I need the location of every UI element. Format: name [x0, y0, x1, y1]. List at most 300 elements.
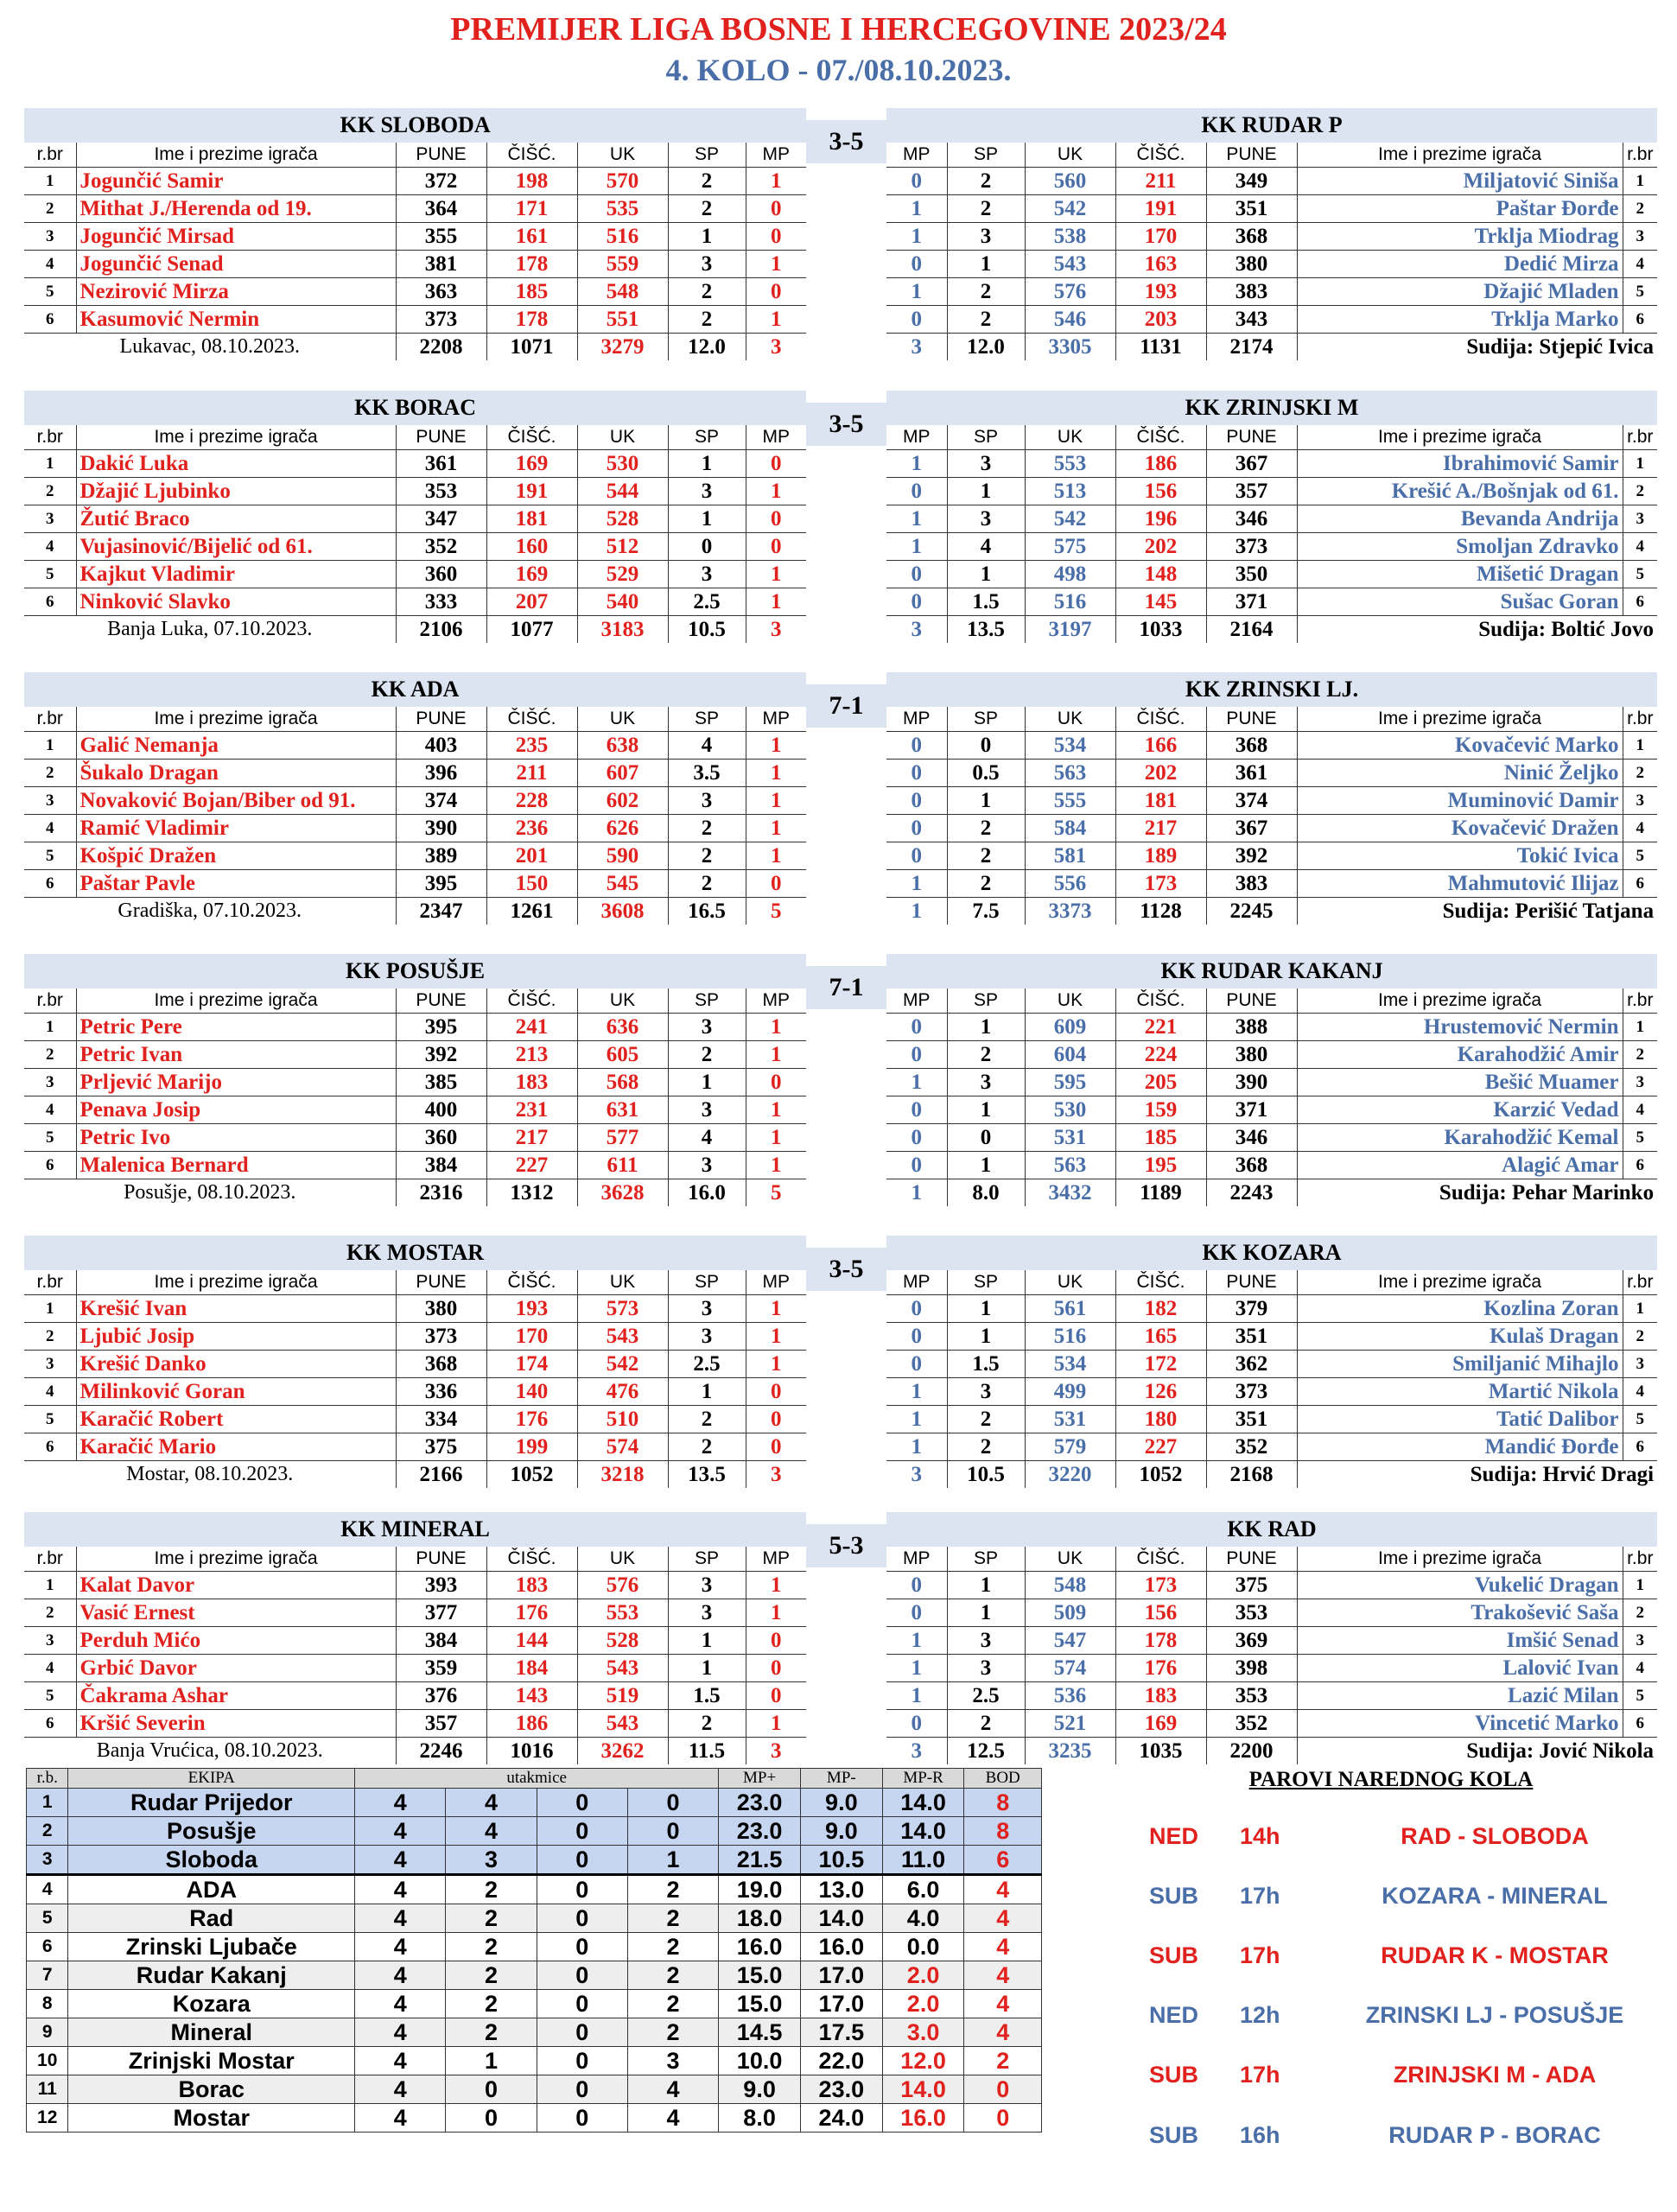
player-sp: 1 — [668, 1378, 746, 1406]
standings-rb: 9 — [27, 2018, 68, 2047]
player-rbr: 3 — [24, 505, 76, 533]
player-mp: 0 — [746, 223, 806, 251]
column-header-pune: PUNE — [396, 143, 486, 168]
home-team-name: KK ADA — [24, 672, 806, 707]
standings-l: 1 — [627, 1846, 718, 1875]
player-rbr: 5 — [1623, 842, 1657, 870]
column-header-sp: SP — [668, 1547, 746, 1572]
player-row — [886, 278, 1657, 306]
player-cisc: 191 — [1115, 195, 1206, 223]
player-row — [24, 588, 806, 616]
column-header-row — [24, 707, 806, 732]
standings-table — [26, 1768, 1042, 2133]
player-sp: 2 — [668, 1710, 746, 1738]
standings-row — [27, 1846, 1042, 1875]
player-sp: 3 — [947, 223, 1025, 251]
total-mp: 3 — [746, 1738, 806, 1765]
player-row — [24, 1014, 806, 1041]
column-header-name: Ime i prezime igrača — [1297, 425, 1623, 450]
standings-mpplus: 10.0 — [719, 2047, 801, 2075]
player-cisc: 196 — [1115, 505, 1206, 533]
standings-l: 3 — [627, 2047, 718, 2075]
player-rbr: 3 — [24, 1351, 76, 1378]
standings-team: Zrinski Ljubače — [68, 1933, 355, 1961]
standings-rb: 10 — [27, 2047, 68, 2075]
player-mp: 1 — [886, 1069, 947, 1096]
player-cisc: 126 — [1115, 1378, 1206, 1406]
player-pune: 351 — [1206, 1323, 1297, 1351]
player-uk: 498 — [1025, 561, 1115, 588]
column-header-name: Ime i prezime igrača — [1297, 707, 1623, 732]
player-pune: 373 — [396, 1323, 486, 1351]
player-pune: 371 — [1206, 588, 1297, 616]
player-row — [886, 1433, 1657, 1461]
player-rbr: 1 — [1623, 450, 1657, 478]
player-rbr: 1 — [24, 732, 76, 760]
referee: Sudija: Jović Nikola — [1297, 1738, 1657, 1765]
page-title: PREMIJER LIGA BOSNE I HERCEGOVINE 2023/24 — [450, 11, 1227, 48]
player-row — [886, 1627, 1657, 1655]
player-name: Krešić A./Bošnjak od 61. — [1297, 478, 1623, 505]
player-sp: 2 — [947, 306, 1025, 334]
player-uk: 530 — [577, 450, 668, 478]
player-cisc: 156 — [1115, 1599, 1206, 1627]
player-pune: 353 — [1206, 1599, 1297, 1627]
player-rbr: 6 — [24, 1433, 76, 1461]
player-cisc: 217 — [1115, 815, 1206, 842]
team-row — [886, 672, 1657, 707]
match-score: 3-5 — [806, 120, 886, 163]
standings-row — [27, 1990, 1042, 2018]
standings-d: 0 — [537, 1817, 627, 1846]
fixture-teams: KOZARA - MINERAL — [1382, 1883, 1608, 1909]
team-row — [24, 1512, 806, 1547]
player-mp: 0 — [746, 278, 806, 306]
player-row — [886, 588, 1657, 616]
player-name: Lazić Milan — [1297, 1682, 1623, 1710]
fixture-hour: 16h — [1240, 2122, 1280, 2148]
column-header-name: Ime i prezime igrača — [76, 425, 396, 450]
column-header-pune: PUNE — [396, 707, 486, 732]
player-rbr: 6 — [24, 1710, 76, 1738]
standings-mpr: 14.0 — [882, 1817, 964, 1846]
player-pune: 390 — [1206, 1069, 1297, 1096]
standings-team: Rudar Prijedor — [68, 1789, 355, 1817]
player-sp: 1 — [947, 251, 1025, 278]
player-cisc: 185 — [486, 278, 577, 306]
player-rbr: 2 — [24, 760, 76, 787]
player-mp: 0 — [886, 787, 947, 815]
total-row — [886, 1738, 1657, 1765]
column-header-uk: UK — [1025, 425, 1115, 450]
header-games: utakmice — [355, 1769, 719, 1789]
standings-row — [27, 2018, 1042, 2047]
standings-g: 4 — [355, 1846, 446, 1875]
player-sp: 0.5 — [947, 760, 1025, 787]
column-header-name: Ime i prezime igrača — [76, 707, 396, 732]
total-mp: 3 — [746, 1461, 806, 1489]
player-pune: 363 — [396, 278, 486, 306]
away-team-name: KK ZRINSKI LJ. — [886, 672, 1657, 707]
player-uk: 536 — [1025, 1682, 1115, 1710]
player-sp: 2 — [947, 195, 1025, 223]
player-rbr: 2 — [1623, 478, 1657, 505]
fixture-row — [1123, 1823, 1676, 1858]
column-header-row — [24, 425, 806, 450]
fixture-teams: RUDAR K - MOSTAR — [1381, 1942, 1609, 1968]
player-cisc: 176 — [1115, 1655, 1206, 1682]
column-header-row — [886, 1270, 1657, 1295]
column-header-sp: SP — [668, 707, 746, 732]
player-pune: 383 — [1206, 870, 1297, 898]
player-cisc: 201 — [486, 842, 577, 870]
player-mp: 0 — [746, 870, 806, 898]
player-row — [24, 870, 806, 898]
fixture-day: SUB — [1149, 2062, 1199, 2088]
player-sp: 3 — [947, 1655, 1025, 1682]
player-cisc: 189 — [1115, 842, 1206, 870]
column-header-uk: UK — [577, 425, 668, 450]
standings-l: 2 — [627, 1990, 718, 2018]
player-row — [886, 251, 1657, 278]
fixture-row — [1123, 2062, 1676, 2096]
standings-mpplus: 14.5 — [719, 2018, 801, 2047]
standings-row — [27, 1875, 1042, 1904]
player-uk: 543 — [577, 1323, 668, 1351]
column-header-cisc: ČIŠĆ. — [1115, 143, 1206, 168]
player-cisc: 170 — [1115, 223, 1206, 251]
column-header-row — [24, 143, 806, 168]
player-cisc: 191 — [486, 478, 577, 505]
player-row — [886, 561, 1657, 588]
player-pune: 357 — [1206, 478, 1297, 505]
player-uk: 595 — [1025, 1069, 1115, 1096]
total-mp: 1 — [911, 1180, 922, 1205]
player-name: Ninić Željko — [1297, 760, 1623, 787]
player-uk: 476 — [577, 1378, 668, 1406]
total-pune: 2208 — [396, 334, 486, 361]
player-cisc: 224 — [1115, 1041, 1206, 1069]
player-name: Čakrama Ashar — [76, 1682, 396, 1710]
player-name: Ibrahimović Samir — [1297, 450, 1623, 478]
fixture-row — [1123, 2002, 1676, 2037]
player-mp: 1 — [746, 787, 806, 815]
standings-w: 4 — [446, 1789, 537, 1817]
player-row — [24, 1627, 806, 1655]
fixture-day: NED — [1149, 1823, 1199, 1849]
standings-mpr: 0.0 — [882, 1933, 964, 1961]
player-sp: 2 — [668, 168, 746, 195]
player-uk: 534 — [1025, 1351, 1115, 1378]
player-cisc: 171 — [486, 195, 577, 223]
player-mp: 0 — [746, 1069, 806, 1096]
player-name: Kršić Severin — [76, 1710, 396, 1738]
fixture-hour: 17h — [1240, 1942, 1280, 1968]
player-pune: 403 — [396, 732, 486, 760]
player-uk: 581 — [1025, 842, 1115, 870]
total-cisc: 1261 — [486, 898, 577, 925]
player-row — [24, 732, 806, 760]
player-rbr: 5 — [24, 1682, 76, 1710]
player-uk: 556 — [1025, 870, 1115, 898]
standings-g: 4 — [355, 1990, 446, 2018]
player-uk: 509 — [1025, 1599, 1115, 1627]
player-rbr: 6 — [1623, 870, 1657, 898]
column-header-cisc: ČIŠĆ. — [1115, 1547, 1206, 1572]
total-pune: 2347 — [396, 898, 486, 925]
player-pune: 368 — [1206, 732, 1297, 760]
player-uk: 542 — [1025, 195, 1115, 223]
team-row — [886, 1512, 1657, 1547]
player-row — [24, 1124, 806, 1152]
player-uk: 605 — [577, 1041, 668, 1069]
player-cisc: 178 — [486, 251, 577, 278]
standings-rb: 5 — [27, 1904, 68, 1933]
player-name: Novaković Bojan/Biber od 91. — [76, 787, 396, 815]
standings-l: 2 — [627, 1933, 718, 1961]
player-row — [24, 168, 806, 195]
player-pune: 367 — [1206, 815, 1297, 842]
player-cisc: 159 — [1115, 1096, 1206, 1124]
player-sp: 3 — [668, 251, 746, 278]
player-cisc: 172 — [1115, 1351, 1206, 1378]
standings-mpplus: 9.0 — [719, 2075, 801, 2104]
standings-g: 4 — [355, 2075, 446, 2104]
standings-mpr: 6.0 — [882, 1875, 964, 1904]
player-rbr: 2 — [1623, 760, 1657, 787]
fixture-teams: RUDAR P - BORAC — [1388, 2122, 1601, 2148]
player-sp: 2 — [668, 1041, 746, 1069]
column-header-pune: PUNE — [1206, 1547, 1297, 1572]
player-uk: 563 — [1025, 760, 1115, 787]
player-mp: 0 — [886, 1351, 947, 1378]
standings-mpplus: 18.0 — [719, 1904, 801, 1933]
player-pune: 383 — [1206, 278, 1297, 306]
player-name: Kasumović Nermin — [76, 306, 396, 334]
player-cisc: 148 — [1115, 561, 1206, 588]
player-uk: 555 — [1025, 787, 1115, 815]
player-pune: 390 — [396, 815, 486, 842]
player-pune: 361 — [1206, 760, 1297, 787]
player-name: Dedić Mirza — [1297, 251, 1623, 278]
standings-d: 0 — [537, 2104, 627, 2133]
player-rbr: 3 — [24, 1069, 76, 1096]
standings-mpminus: 13.0 — [800, 1875, 882, 1904]
player-mp: 0 — [886, 1295, 947, 1323]
player-rbr: 5 — [24, 1406, 76, 1433]
match-card — [24, 672, 1657, 936]
standings-mpr: 14.0 — [882, 1789, 964, 1817]
player-rbr: 2 — [1623, 1599, 1657, 1627]
standings-rb: 4 — [27, 1875, 68, 1904]
player-pune: 374 — [396, 787, 486, 815]
standings-mpplus: 15.0 — [719, 1961, 801, 1990]
fixture-day: SUB — [1149, 2122, 1199, 2148]
player-sp: 3 — [668, 1599, 746, 1627]
player-row — [886, 1378, 1657, 1406]
player-cisc: 193 — [1115, 278, 1206, 306]
player-name: Imšić Senad — [1297, 1627, 1623, 1655]
column-header-cisc: ČIŠĆ. — [1115, 1270, 1206, 1295]
player-pune: 361 — [396, 450, 486, 478]
player-row — [24, 1710, 806, 1738]
player-mp: 0 — [886, 1014, 947, 1041]
total-sp: 8.0 — [947, 1179, 1025, 1207]
column-header-pune: PUNE — [1206, 707, 1297, 732]
player-sp: 1.5 — [947, 1351, 1025, 1378]
player-sp: 2 — [947, 842, 1025, 870]
player-mp: 1 — [886, 195, 947, 223]
player-row — [886, 1069, 1657, 1096]
player-rbr: 1 — [1623, 1014, 1657, 1041]
home-team-name: KK MINERAL — [24, 1512, 806, 1547]
standings-mpr: 3.0 — [882, 2018, 964, 2047]
standings-w: 2 — [446, 1961, 537, 1990]
standings-bod: 4 — [964, 2018, 1042, 2047]
standings-g: 4 — [355, 2104, 446, 2133]
player-name: Mišetić Dragan — [1297, 561, 1623, 588]
match-location-date: Gradiška, 07.10.2023. — [118, 899, 302, 922]
away-team-name: KK RAD — [886, 1512, 1657, 1547]
column-header-uk: UK — [1025, 1547, 1115, 1572]
column-header-rbr: r.br — [1623, 1547, 1657, 1572]
total-row — [886, 1179, 1657, 1207]
column-header-mp: MP — [886, 988, 947, 1014]
player-sp: 2.5 — [668, 588, 746, 616]
column-header-uk: UK — [1025, 1270, 1115, 1295]
column-header-rbr: r.br — [1623, 425, 1657, 450]
player-pune: 334 — [396, 1406, 486, 1433]
player-sp: 2 — [947, 815, 1025, 842]
player-sp: 3 — [947, 1627, 1025, 1655]
player-cisc: 169 — [486, 561, 577, 588]
standings-team: Rudar Kakanj — [68, 1961, 355, 1990]
player-name: Trklja Miodrag — [1297, 223, 1623, 251]
fixture-hour: 17h — [1240, 1883, 1280, 1909]
player-name: Jogunčić Senad — [76, 251, 396, 278]
referee: Sudija: Stjepić Ivica — [1297, 334, 1657, 361]
match-score: 7-1 — [806, 966, 886, 1009]
column-header-row — [886, 707, 1657, 732]
total-pune: 2166 — [396, 1461, 486, 1489]
standings-mpminus: 14.0 — [800, 1904, 882, 1933]
player-row — [886, 842, 1657, 870]
home-team-table — [24, 672, 806, 925]
total-sp: 10.5 — [947, 1461, 1025, 1489]
player-mp: 1 — [746, 1599, 806, 1627]
total-pune: 2246 — [396, 1738, 486, 1765]
player-mp: 0 — [886, 478, 947, 505]
player-pune: 360 — [396, 561, 486, 588]
player-name: Dakić Luka — [76, 450, 396, 478]
team-row — [24, 108, 806, 143]
player-rbr: 6 — [1623, 1710, 1657, 1738]
standings-bod: 2 — [964, 2047, 1042, 2075]
player-pune: 395 — [396, 1014, 486, 1041]
match-location-date: Banja Vrućica, 08.10.2023. — [96, 1739, 323, 1762]
player-uk: 576 — [577, 1572, 668, 1599]
standings-d: 0 — [537, 2047, 627, 2075]
player-mp: 0 — [886, 1599, 947, 1627]
player-pune: 375 — [1206, 1572, 1297, 1599]
player-uk: 611 — [577, 1152, 668, 1179]
player-pune: 357 — [396, 1710, 486, 1738]
player-pune: 352 — [1206, 1710, 1297, 1738]
player-sp: 3 — [668, 561, 746, 588]
player-row — [24, 195, 806, 223]
column-header-mp: MP — [746, 1547, 806, 1572]
column-header-uk: UK — [577, 988, 668, 1014]
player-uk: 546 — [1025, 306, 1115, 334]
standings-mpminus: 10.5 — [800, 1846, 882, 1875]
standings-rb: 11 — [27, 2075, 68, 2104]
total-sp: 13.5 — [668, 1461, 746, 1489]
player-row — [24, 1682, 806, 1710]
match-card — [24, 391, 1657, 654]
player-sp: 3 — [668, 787, 746, 815]
player-name: Karzić Vedad — [1297, 1096, 1623, 1124]
player-rbr: 4 — [24, 1096, 76, 1124]
player-uk: 548 — [1025, 1572, 1115, 1599]
player-rbr: 3 — [24, 787, 76, 815]
total-row — [886, 334, 1657, 361]
total-sp: 13.5 — [947, 616, 1025, 644]
player-rbr: 5 — [1623, 278, 1657, 306]
player-mp: 0 — [886, 251, 947, 278]
column-header-cisc: ČIŠĆ. — [486, 143, 577, 168]
player-name: Karahodžić Kemal — [1297, 1124, 1623, 1152]
player-row — [24, 842, 806, 870]
player-sp: 1 — [947, 1572, 1025, 1599]
player-mp: 1 — [746, 1572, 806, 1599]
player-mp: 0 — [746, 1378, 806, 1406]
player-uk: 538 — [1025, 223, 1115, 251]
player-sp: 1 — [947, 787, 1025, 815]
player-name: Mahmutović Ilijaz — [1297, 870, 1623, 898]
referee: Sudija: Perišić Tatjana — [1297, 898, 1657, 925]
standings-g: 4 — [355, 1817, 446, 1846]
standings-w: 2 — [446, 2018, 537, 2047]
player-cisc: 217 — [486, 1124, 577, 1152]
column-header-rbr: r.br — [1623, 707, 1657, 732]
player-uk: 636 — [577, 1014, 668, 1041]
standings-mpplus: 8.0 — [719, 2104, 801, 2133]
total-uk: 3262 — [577, 1738, 668, 1765]
standings-d: 0 — [537, 1904, 627, 1933]
away-team-name: KK KOZARA — [886, 1236, 1657, 1270]
standings-team: Sloboda — [68, 1846, 355, 1875]
player-sp: 1 — [947, 1599, 1025, 1627]
player-uk: 563 — [1025, 1152, 1115, 1179]
player-name: Karahodžić Amir — [1297, 1041, 1623, 1069]
player-mp: 0 — [746, 1682, 806, 1710]
player-uk: 573 — [577, 1295, 668, 1323]
player-rbr: 6 — [1623, 1433, 1657, 1461]
player-row — [886, 870, 1657, 898]
standings-mpplus: 19.0 — [719, 1875, 801, 1904]
player-uk: 534 — [1025, 732, 1115, 760]
player-pune: 346 — [1206, 1124, 1297, 1152]
player-sp: 3 — [668, 1096, 746, 1124]
column-header-pune: PUNE — [396, 1270, 486, 1295]
player-row — [24, 1041, 806, 1069]
fixture-teams: RAD - SLOBODA — [1401, 1823, 1589, 1849]
player-cisc: 227 — [1115, 1433, 1206, 1461]
player-uk: 561 — [1025, 1295, 1115, 1323]
column-header-name: Ime i prezime igrača — [1297, 988, 1623, 1014]
player-name: Karačić Mario — [76, 1433, 396, 1461]
team-row — [24, 954, 806, 988]
